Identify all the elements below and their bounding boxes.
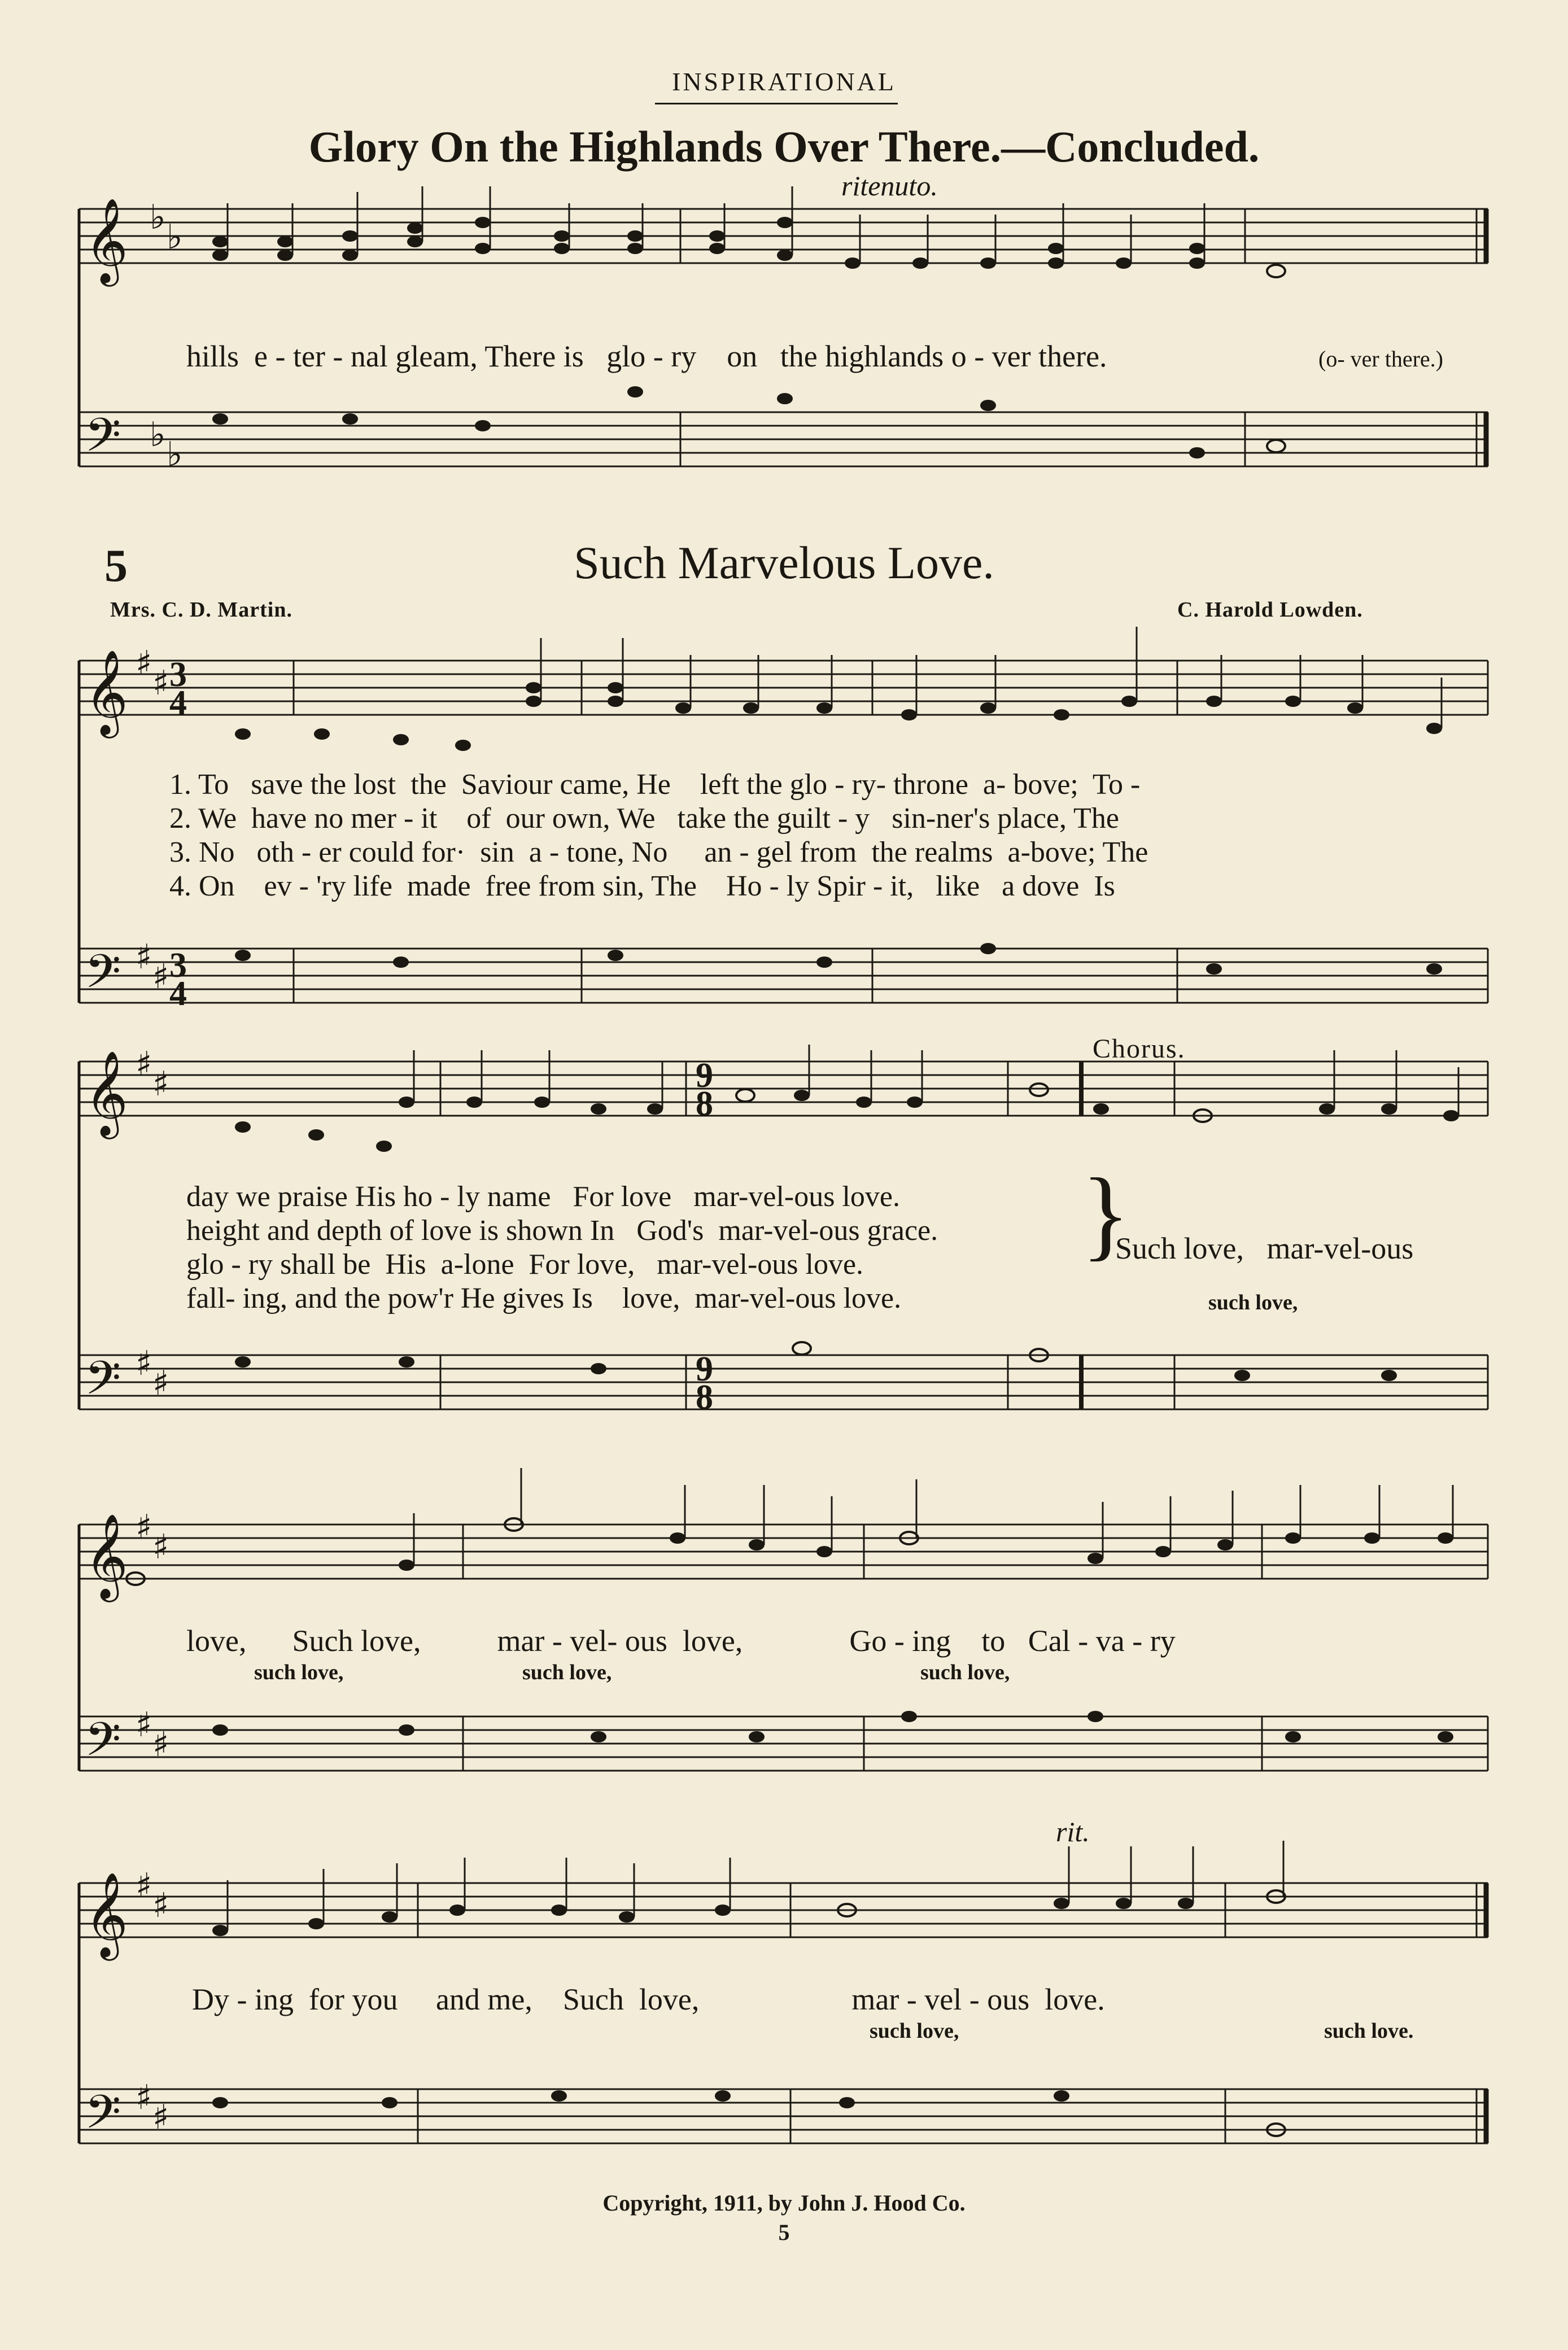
page-number: 5 [778, 2220, 790, 2245]
verse-line-4: 4. On ev - 'ry life made free from sin, The Ho - ly Spir - it, like a dove Is [169, 870, 1115, 902]
copyright-notice: Copyright, 1911, by John J. Hood Co. [602, 2190, 966, 2216]
svg-text:9: 9 [696, 1056, 713, 1095]
svg-text:4: 4 [169, 684, 187, 722]
svg-text:♯: ♯ [152, 2098, 169, 2137]
treble-clef-icon: 𝄞 [85, 1050, 128, 1135]
hymn-number: 5 [104, 540, 128, 591]
hymn1-title: Glory On the Highlands Over There.—Concluded. [308, 122, 1260, 171]
bass-clef-icon: 𝄢 [85, 2085, 121, 2151]
svg-text:♯: ♯ [152, 663, 169, 703]
svg-text:3: 3 [169, 946, 187, 985]
chorus-echo-4: such love, [870, 2019, 959, 2043]
svg-text:8: 8 [696, 1378, 713, 1417]
chorus-lead-echo: such love, [1208, 1291, 1298, 1314]
svg-text:3: 3 [169, 656, 187, 694]
svg-text:♭: ♭ [167, 217, 183, 257]
svg-text:♭: ♭ [150, 415, 166, 455]
verse-cont-1: day we praise His ho - ly name For love mar-vel-ous love. [186, 1181, 900, 1213]
chorus-lead-lyric: Such love, mar-vel-ous [1115, 1231, 1414, 1265]
svg-text:♯: ♯ [152, 1064, 169, 1104]
verse-cont-3: glo - ry shall be His a-lone For love, mar-vel-ous love. [186, 1248, 864, 1281]
chorus-echo-2: such love, [522, 1661, 612, 1684]
svg-text:8: 8 [696, 1085, 713, 1123]
hymn2-title: Such Marvelous Love. [574, 537, 994, 588]
rit-marking: rit. [1056, 1816, 1090, 1847]
section-header: INSPIRATIONAL [672, 67, 896, 96]
system4-bass-staff [79, 1716, 1488, 1771]
verse-cont-2: height and depth of love is shown In God's mar-vel-ous grace. [186, 1215, 938, 1247]
system3-treble-staff [79, 1062, 1488, 1116]
system2-treble-staff [79, 661, 1488, 715]
svg-text:♯: ♯ [136, 937, 152, 977]
treble-clef-icon: 𝄞 [85, 197, 128, 283]
verse-line-2: 2. We have no mer - it of our own, We take the guilt - y sin-ner's place, The [169, 802, 1119, 835]
svg-text:4: 4 [169, 975, 187, 1013]
verse-brace: } [1081, 1157, 1130, 1270]
music-credit: C. Harold Lowden. [1177, 598, 1363, 622]
chorus-label: Chorus. [1093, 1034, 1186, 1064]
svg-text:♯: ♯ [136, 644, 152, 683]
treble-clef-icon: 𝄞 [85, 649, 128, 735]
svg-text:♯: ♯ [152, 1527, 169, 1567]
svg-text:♯: ♯ [136, 1344, 152, 1383]
system3-bass-staff [79, 1355, 1488, 1409]
treble-clef-icon: 𝄞 [85, 1513, 128, 1598]
hymn1-lyric-tail: (o- ver there.) [1318, 346, 1443, 372]
chorus-lyric-line2: love, Such love, mar - vel- ous love, Go - ing to Cal - va - ry [186, 1624, 1176, 1658]
svg-text:♯: ♯ [136, 1705, 152, 1745]
verse-line-3: 3. No oth - er could for· sin a - tone, No an - gel from the realms a-bove; The [169, 836, 1148, 868]
svg-text:♯: ♯ [152, 957, 169, 997]
chorus-echo-1: such love, [254, 1661, 344, 1684]
verse-line-1: 1. To save the lost the Saviour came, He left the glo - ry- throne a- bove; To - [169, 768, 1141, 801]
svg-text:♯: ♯ [136, 2078, 152, 2117]
chorus-echo-5: such love. [1324, 2019, 1414, 2043]
treble-clef-icon: 𝄞 [85, 1871, 128, 1957]
svg-text:9: 9 [696, 1350, 713, 1388]
bass-clef-icon: 𝄢 [85, 1351, 121, 1417]
system4-treble-staff [79, 1525, 1488, 1579]
chorus-echo-3: such love, [920, 1661, 1010, 1684]
bass-clef-icon: 𝄢 [85, 944, 121, 1010]
svg-text:♯: ♯ [152, 1886, 169, 1925]
svg-text:♯: ♯ [136, 1508, 152, 1547]
hymn1-tempo-marking: ritenuto. [841, 170, 938, 202]
svg-text:♭: ♭ [150, 198, 166, 237]
svg-text:♯: ♯ [152, 1364, 169, 1403]
system2-bass-staff [79, 949, 1488, 1003]
svg-text:♯: ♯ [136, 1866, 152, 1906]
verse-cont-4: fall- ing, and the pow'r He gives Is love, mar-vel-ous love. [186, 1282, 902, 1314]
svg-text:♯: ♯ [136, 1045, 152, 1084]
svg-text:♯: ♯ [152, 1725, 169, 1764]
bass-clef-icon: 𝄢 [85, 408, 121, 474]
svg-text:♭: ♭ [167, 435, 183, 474]
words-credit: Mrs. C. D. Martin. [110, 598, 292, 622]
hymn1-lyric-line: hills e - ter - nal gleam, There is glo - ry on the highlands o - ver there. [186, 339, 1107, 373]
bass-clef-icon: 𝄢 [85, 1712, 121, 1778]
chorus-lyric-line3: Dy - ing for you and me, Such love, mar - vel - ous love. [192, 1982, 1105, 2016]
